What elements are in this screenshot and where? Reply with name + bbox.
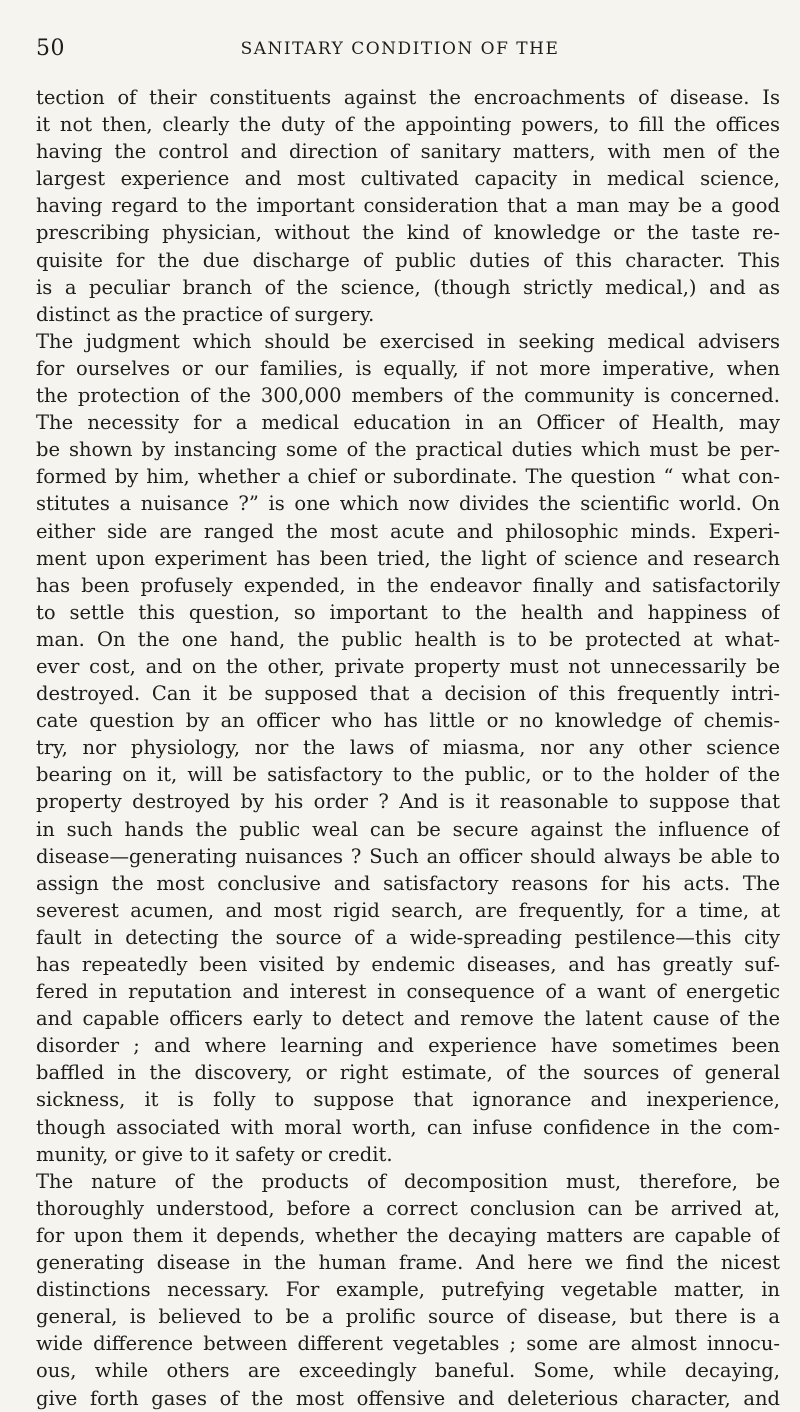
body-text (36, 84, 780, 1412)
text-line: tection of their constituents against the encroachments of disease. Is (36, 86, 780, 109)
text-line: assign the most conclusive and satisfactory reasons for his acts. The (36, 871, 780, 895)
text-line: stitutes a nuisance ?” is one which now divides the scientific world. On (36, 492, 780, 516)
text-line: general, is believed to be a prolific source of disease, but there is a (36, 1305, 780, 1329)
page-header (36, 36, 764, 66)
text-line: severest acumen, and most rigid search, are frequently, for a time, at (36, 898, 780, 922)
text-line: give forth gases of the most offensive and deleterious character, and (36, 1386, 780, 1410)
text-line: having the control and direction of sanitary matters, with men of the (36, 140, 780, 164)
text-line: though associated with moral worth, can infuse confidence in the com- (36, 1115, 780, 1139)
running-title: SANITARY CONDITION OF THE (240, 39, 560, 59)
text-line: disorder ; and where learning and experience have sometimes been (36, 1034, 780, 1058)
text-line: for ourselves or our families, is equally, if not more imperative, when (36, 356, 780, 380)
text-line: the protection of the 300,000 members of the community is concerned. (36, 384, 780, 408)
text-line: fault in detecting the source of a wide-spreading pestilence—this city (36, 925, 780, 949)
text-line: be shown by instancing some of the practical duties which must be per- (36, 438, 780, 462)
text-line: wide difference between different vegetables ; some are almost innocu- (36, 1332, 780, 1356)
text-line: quisite for the due discharge of public duties of this character. This (36, 248, 780, 272)
text-line: The nature of the products of decomposition must, therefore, be (36, 1169, 780, 1193)
text-line: has repeatedly been visited by endemic diseases, and has greatly suf- (36, 953, 780, 976)
text-line: is a peculiar branch of the science, (though strictly medical,) and as (36, 275, 780, 299)
text-line: ment upon experiment has been tried, the light of science and research (36, 546, 780, 570)
text-line: The necessity for a medical education in an Officer of Health, may (36, 411, 780, 435)
text-line: ever cost, and on the other, private property must not unnecessarily be (36, 654, 780, 678)
text-line: thoroughly understood, before a correct conclusion can be arrived at, (36, 1196, 780, 1220)
text-line: has been profusely expended, in the endeavor finally and satisfactorily (36, 573, 780, 597)
text-line: to settle this question, so important to the health and happiness of (36, 600, 780, 624)
page-number: 50 (36, 36, 65, 61)
text-line: distinctions necessary. For example, putrefying vegetable matter, in (36, 1278, 780, 1302)
text-line: sickness, it is folly to suppose that ignorance and inexperience, (36, 1088, 780, 1112)
text-line: bearing on it, will be satisfactory to the public, or to the holder of the (36, 763, 780, 787)
text-line: fered in reputation and interest in consequence of a want of energetic (36, 980, 780, 1004)
text-line: it not then, clearly the duty of the appointing powers, to fill the offices (36, 113, 780, 137)
text-line: largest experience and most cultivated capacity in medical science, (36, 167, 780, 191)
text-line: baffled in the discovery, or right estimate, of the sources of general (36, 1061, 780, 1085)
text-line: man. On the one hand, the public health is to be protected at what- (36, 627, 780, 651)
text-line: formed by him, whether a chief or subordinate. The question “ what con- (36, 465, 780, 489)
text-line: munity, or give to it safety or credit. (36, 1142, 393, 1166)
text-line: and capable officers early to detect and remove the latent cause of the (36, 1007, 780, 1031)
text-line: having regard to the important consideration that a man may be a good (36, 194, 780, 218)
text-line: in such hands the public weal can be secure against the influence of (36, 817, 780, 841)
text-line: ous, while others are exceedingly baneful. Some, while decaying, (36, 1359, 780, 1383)
text-line: destroyed. Can it be supposed that a decision of this frequently intri- (36, 682, 780, 706)
text-line: The judgment which should be exercised in seeking medical advisers (36, 329, 780, 353)
text-line: distinct as the practice of surgery. (36, 302, 375, 326)
text-line: either side are ranged the most acute and philosophic minds. Experi- (36, 519, 780, 543)
text-line: cate question by an officer who has little or no knowledge of chemis- (36, 709, 780, 733)
text-line: generating disease in the human frame. And here we find the nicest (36, 1251, 780, 1275)
text-line: for upon them it depends, whether the decaying matters are capable of (36, 1223, 780, 1247)
text-line: try, nor physiology, nor the laws of miasma, nor any other science (36, 736, 780, 760)
text-line: property destroyed by his order ? And is it reasonable to suppose that (36, 790, 780, 814)
text-line: prescribing physician, without the kind of knowledge or the taste re- (36, 221, 780, 245)
text-line: disease—generating nuisances ? Such an officer should always be able to (36, 844, 780, 868)
